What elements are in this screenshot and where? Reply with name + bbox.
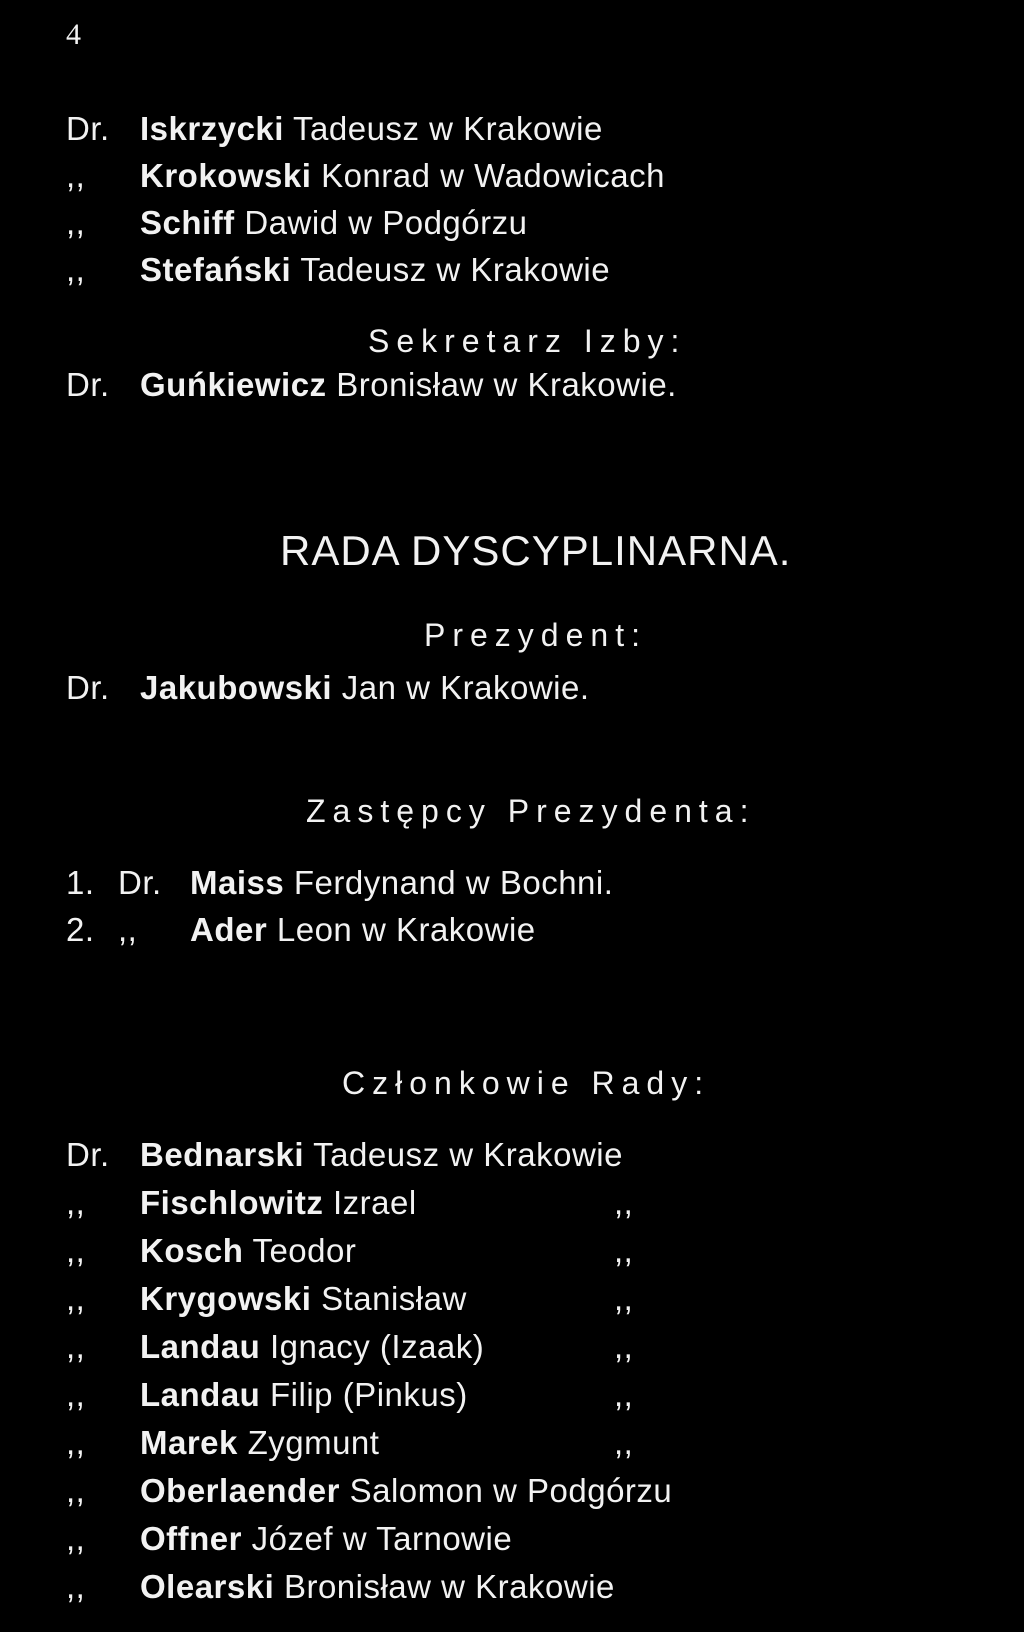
name-rest: Teodor <box>252 1232 357 1269</box>
name-rest: Tadeusz w Krakowie <box>293 110 603 147</box>
member-item <box>66 1516 512 1562</box>
item-number: 2. <box>66 911 95 948</box>
name-rest: Zygmunt <box>247 1424 380 1461</box>
name-rest: Tadeusz w Krakowie <box>313 1136 623 1173</box>
name-rest: Izrael <box>333 1184 417 1221</box>
name-prefix: ,, <box>66 1328 86 1365</box>
list-item <box>66 247 610 293</box>
name-rest: Ignacy (Izaak) <box>270 1328 485 1365</box>
secretary-entry <box>66 362 677 408</box>
deputy-item <box>66 860 613 906</box>
list-item <box>66 200 527 246</box>
surname: Krokowski <box>140 157 312 194</box>
surname: Stefański <box>140 251 292 288</box>
secretary-label: Sekretarz Izby: <box>368 323 687 359</box>
ditto-mark: ,, <box>614 1328 634 1365</box>
surname: Krygowski <box>140 1280 312 1317</box>
member-item <box>66 1276 766 1322</box>
member-item <box>66 1564 615 1610</box>
member-item <box>66 1420 766 1466</box>
deputies-label: Zastępcy Prezydenta: <box>306 793 756 829</box>
members-label: Członkowie Rady: <box>342 1065 711 1101</box>
name-prefix: Dr. <box>66 110 110 147</box>
name-prefix: ,, <box>66 1472 86 1509</box>
name-rest: Ferdynand w Bochni. <box>293 864 614 901</box>
surname: Schiff <box>140 204 235 241</box>
list-item <box>66 106 603 152</box>
ditto-mark: ,, <box>614 1424 634 1461</box>
name-rest: Józef w Tarnowie <box>251 1520 513 1557</box>
member-item <box>66 1468 672 1514</box>
name-rest: Stanisław <box>321 1280 467 1317</box>
name-prefix: Dr. <box>66 366 110 403</box>
item-number: 1. <box>66 864 95 901</box>
surname: Oberlaender <box>140 1472 340 1509</box>
name-prefix: ,, <box>66 1376 86 1413</box>
surname: Fischlowitz <box>140 1184 324 1221</box>
surname: Maiss <box>190 864 285 901</box>
name-prefix: ,, <box>66 204 86 241</box>
name-prefix: ,, <box>66 1520 86 1557</box>
surname: Iskrzycki <box>140 110 284 147</box>
ditto-mark: ,, <box>614 1376 634 1413</box>
name-rest: Bronisław w Krakowie. <box>336 366 677 403</box>
name-prefix: Dr. <box>118 864 162 901</box>
name-rest: Tadeusz w Krakowie <box>300 251 611 288</box>
name-rest: Bronisław w Krakowie <box>283 1568 615 1605</box>
page-number: 4 <box>66 18 81 51</box>
name-prefix: Dr. <box>66 1136 110 1173</box>
name-rest: Jan w Krakowie. <box>341 669 590 706</box>
member-item <box>66 1180 766 1226</box>
name-prefix: ,, <box>66 1184 86 1221</box>
ditto-mark: ,, <box>614 1184 634 1221</box>
member-item <box>66 1372 766 1418</box>
section-title: RADA DYSCYPLINARNA. <box>280 527 792 574</box>
member-item <box>66 1324 766 1370</box>
surname: Landau <box>140 1328 261 1365</box>
member-item <box>66 1228 766 1274</box>
name-prefix: Dr. <box>66 669 110 706</box>
member-item <box>66 1132 623 1178</box>
name-rest: Leon w Krakowie <box>276 911 536 948</box>
name-prefix: ,, <box>66 1568 86 1605</box>
name-rest: Filip (Pinkus) <box>270 1376 468 1413</box>
surname: Ader <box>190 911 268 948</box>
surname: Kosch <box>140 1232 244 1269</box>
surname: Olearski <box>140 1568 275 1605</box>
name-prefix: ,, <box>66 157 86 194</box>
president-entry <box>66 665 590 711</box>
deputy-item <box>66 907 536 953</box>
name-prefix: ,, <box>66 251 86 288</box>
president-label: Prezydent: <box>424 617 647 653</box>
name-prefix: ,, <box>66 1232 86 1269</box>
name-prefix: ,, <box>66 1424 86 1461</box>
list-item <box>66 153 665 199</box>
surname: Landau <box>140 1376 261 1413</box>
surname: Jakubowski <box>140 669 333 706</box>
surname: Bednarski <box>140 1136 305 1173</box>
name-rest: Dawid w Podgórzu <box>244 204 528 241</box>
ditto-mark: ,, <box>614 1232 634 1269</box>
name-prefix: ,, <box>118 911 138 948</box>
name-prefix: ,, <box>66 1280 86 1317</box>
surname: Marek <box>140 1424 238 1461</box>
name-rest: Konrad w Wadowicach <box>321 157 665 194</box>
ditto-mark: ,, <box>614 1280 634 1317</box>
surname: Offner <box>140 1520 242 1557</box>
surname: Guńkiewicz <box>140 366 327 403</box>
name-rest: Salomon w Podgórzu <box>349 1472 673 1509</box>
